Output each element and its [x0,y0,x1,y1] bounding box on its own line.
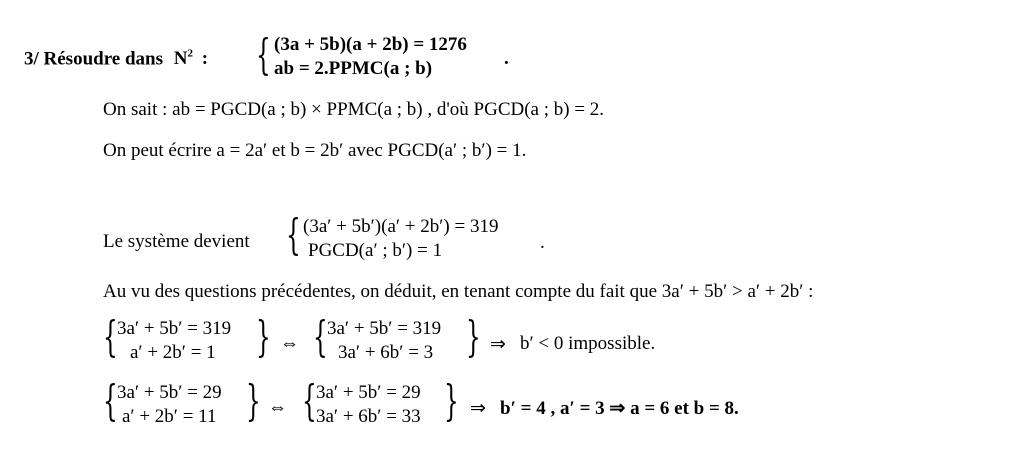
line-pgcd: On sait : ab = PGCD(a ; b) × PPMC(a ; b) , d'où PGCD(a ; b) = 2. [103,99,605,120]
case2-right-eq1: 3a′ + 5b′ = 29 [316,382,421,403]
system-eq2: PGCD(a′ ; b′) = 1 [308,240,443,261]
set-symbol: $N^2$ [173,48,193,70]
system-brace [286,214,301,256]
case2-right-open-brace [302,380,317,422]
case1-implies: ⇒ [490,334,506,355]
case2-left-close-brace [246,380,261,422]
case1-right-eq2: 3a′ + 6b′ = 3 [338,342,434,363]
case2-implies: ⇒ [470,398,486,419]
case2-equiv: ⇔ [268,397,287,418]
case1-left-eq2: a′ + 2b′ = 1 [130,342,216,363]
line-substitution: On peut écrire a = 2a′ et b = 2b′ avec PGCD(a′ ; b′) = 1. [103,140,527,161]
heading-brace [256,34,271,76]
heading-eq1: (3a + 5b)(a + 2b) = 1276 [274,34,467,55]
case1-left-eq1: 3a′ + 5b′ = 319 [117,318,232,339]
case2-left-eq2: a′ + 2b′ = 11 [122,406,217,427]
heading-label: 3/ Résoudre dans [24,48,164,70]
heading-colon: : [201,48,209,70]
case1-right-eq1: 3a′ + 5b′ = 319 [327,318,442,339]
case1-conclusion: b′ < 0 impossible. [520,333,656,354]
exercise-heading [24,48,208,70]
case2-left-open-brace [103,380,118,422]
case1-right-close-brace [466,316,481,358]
case2-left-eq1: 3a′ + 5b′ = 29 [117,382,222,403]
deduction-line: Au vu des questions précédentes, on déduit, en tenant compte du fait que 3a′ + 5b′ > a′ + 2b′ : [103,281,814,302]
system-eq1: (3a′ + 5b′)(a′ + 2b′) = 319 [303,216,499,237]
case2-conclusion: b′ = 4 , a′ = 3 ⇒ a = 6 et b = 8. [500,398,739,419]
system-intro: Le système devient [103,231,250,252]
system-dot: . [540,232,545,253]
case2-right-eq2: 3a′ + 6b′ = 33 [316,406,421,427]
case1-left-open-brace [103,316,118,358]
case1-left-close-brace [256,316,271,358]
heading-dot: . [504,48,509,69]
case1-equiv: ⇔ [280,333,299,354]
case1-right-open-brace [313,316,328,358]
case2-right-close-brace [444,380,459,422]
heading-eq2: ab = 2.PPMC(a ; b) [274,58,433,79]
